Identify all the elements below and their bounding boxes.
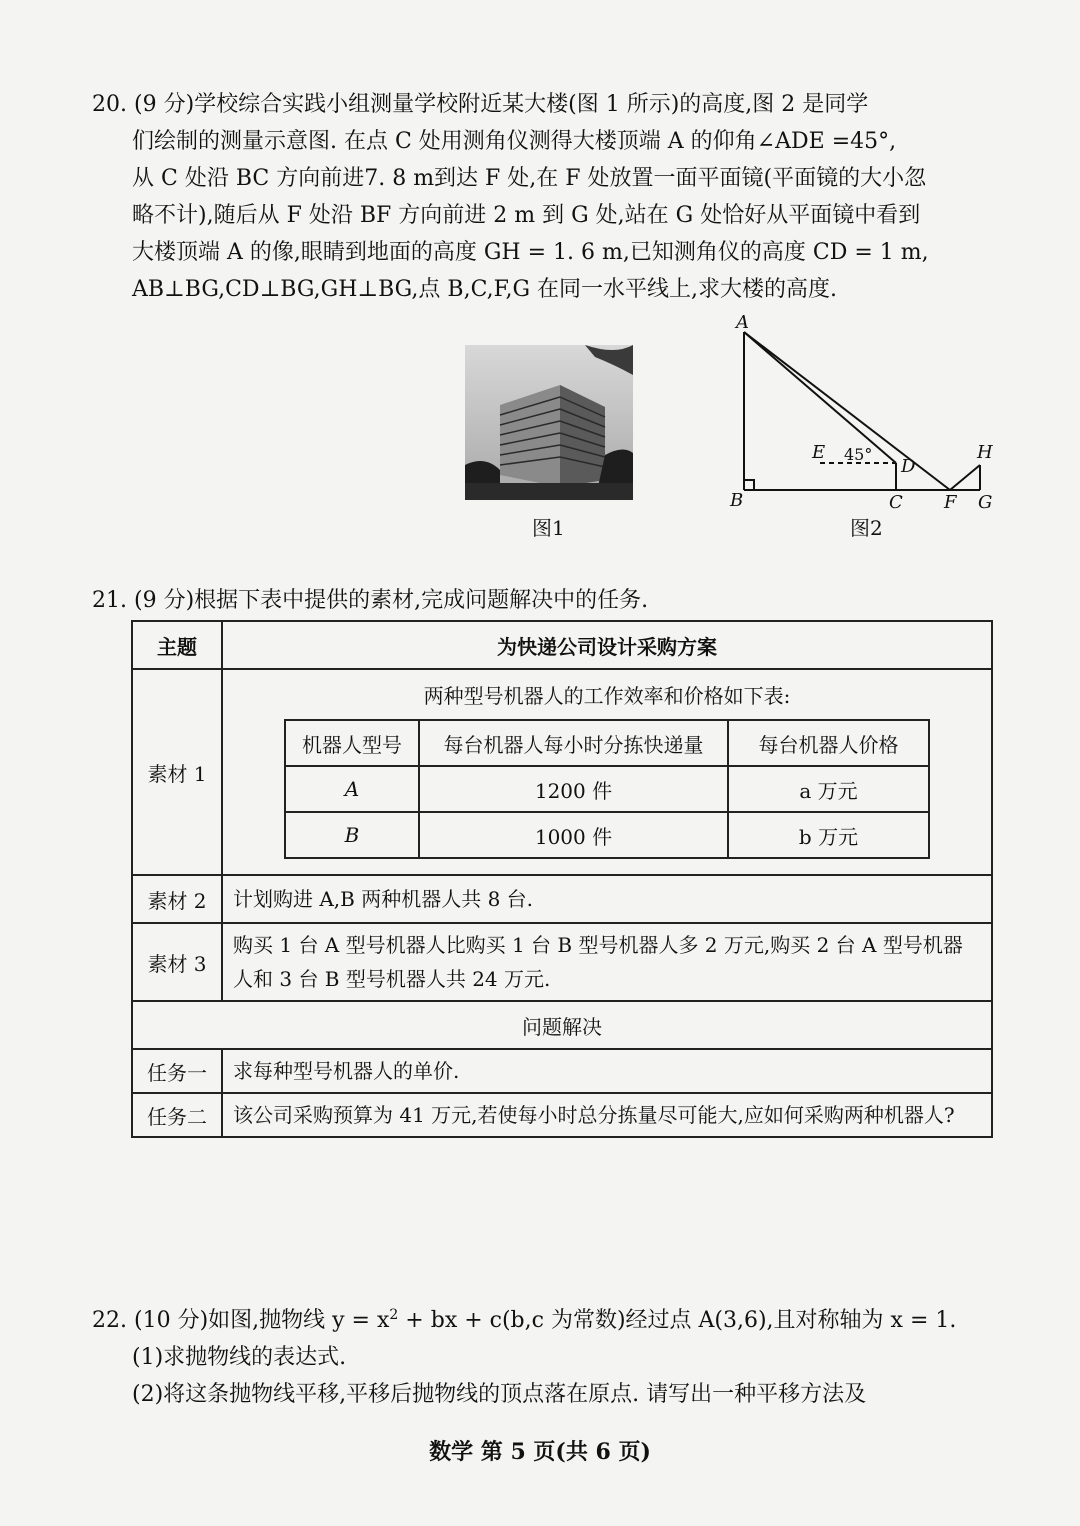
col-header-price: 每台机器人价格 — [728, 720, 929, 766]
building-photo — [465, 345, 633, 500]
task-2-text: 该公司采购预算为 41 万元,若使每小时总分拣量尽可能大,应如何采购两种机器人? — [222, 1093, 992, 1137]
cell-rate: 1000 件 — [419, 812, 728, 858]
table-row — [132, 923, 992, 1001]
q20-line6: AB⊥BG,CD⊥BG,GH⊥BG,点 B,C,F,G 在同一水平线上,求大楼的高度. — [132, 277, 838, 302]
material-3-label: 素材 3 — [132, 923, 222, 1001]
col-header-model: 机器人型号 — [285, 720, 419, 766]
figure-2-caption: 图2 — [850, 516, 883, 540]
theme-label: 主题 — [132, 621, 222, 669]
table-row — [132, 1049, 992, 1093]
q20-line3: 从 C 处沿 BC 方向前进7. 8 m到达 F 处,在 F 处放置一面平面镜(平面镜的大小忽 — [132, 166, 927, 191]
table-row — [285, 812, 929, 858]
task-1-text: 求每种型号机器人的单价. — [222, 1049, 992, 1093]
q20-text: (9 分)学校综合实践小组测量学校附近某大楼(图 1 所示)的高度,图 2 是同学 — [127, 92, 869, 117]
material-1-label: 素材 1 — [132, 669, 222, 875]
question-number: 20. — [92, 92, 127, 117]
material-1-content — [222, 669, 992, 875]
q20-line4: 略不计),随后从 F 处沿 BF 方向前进 2 m 到 G 处,站在 G 处恰好从平面镜中看到 — [132, 203, 921, 228]
problem-solving-header: 问题解决 — [132, 1001, 992, 1049]
task-1-label: 任务一 — [132, 1049, 222, 1093]
cell-price: b 万元 — [728, 812, 929, 858]
q20-line5: 大楼顶端 A 的像,眼睛到地面的高度 GH = 1. 6 m,已知测角仪的高度 CD = 1 m, — [132, 240, 929, 265]
task-2-label: 任务二 — [132, 1093, 222, 1137]
table-header-row — [285, 720, 929, 766]
cell-model: A — [285, 766, 419, 812]
q22-part-2: (2)将这条抛物线平移,平移后抛物线的顶点落在原点. 请写出一种平移方法及 — [132, 1382, 867, 1407]
material-1-caption: 两种型号机器人的工作效率和价格如下表: — [423, 684, 791, 708]
question-21 — [92, 582, 997, 619]
label-E: E — [812, 442, 826, 463]
cell-price: a 万元 — [728, 766, 929, 812]
table-row — [132, 1093, 992, 1137]
q22-part-1: (1)求抛物线的表达式. — [132, 1345, 347, 1370]
question-22 — [92, 1302, 997, 1413]
cell-model: B — [285, 812, 419, 858]
table-row — [132, 669, 992, 875]
cell-rate: 1200 件 — [419, 766, 728, 812]
col-header-rate: 每台机器人每小时分拣快递量 — [419, 720, 728, 766]
label-C: C — [889, 492, 903, 513]
figure-1-caption: 图1 — [532, 516, 565, 540]
angle-label: 45° — [844, 445, 873, 464]
q20-line1 — [92, 92, 868, 117]
label-B: B — [730, 490, 744, 511]
material-2-text: 计划购进 A,B 两种机器人共 8 台. — [222, 875, 992, 923]
measurement-diagram — [720, 310, 1010, 515]
q21-text: (9 分)根据下表中提供的素材,完成问题解决中的任务. — [127, 588, 649, 613]
label-F: F — [944, 492, 957, 513]
label-G: G — [978, 492, 993, 513]
robot-spec-table — [284, 719, 930, 859]
label-A: A — [736, 312, 749, 333]
q20-line2: 们绘制的测量示意图. 在点 C 处用测角仪测得大楼顶端 A 的仰角∠ADE =45°, — [132, 129, 897, 154]
question-number: 22. — [92, 1308, 127, 1333]
table-row — [132, 1001, 992, 1049]
material-2-label: 素材 2 — [132, 875, 222, 923]
label-D: D — [901, 456, 916, 477]
question-20 — [92, 86, 997, 308]
table-row — [132, 875, 992, 923]
theme-value: 为快递公司设计采购方案 — [222, 621, 992, 669]
table-row — [132, 621, 992, 669]
procurement-table — [131, 620, 993, 1138]
page-footer: 数学 第 5 页(共 6 页) — [429, 1439, 651, 1465]
material-3-text: 购买 1 台 A 型号机器人比购买 1 台 B 型号机器人多 2 万元,购买 2 台 A 型号机器人和 3 台 B 型号机器人共 24 万元. — [222, 923, 992, 1001]
question-number: 21. — [92, 588, 127, 613]
label-H: H — [977, 442, 993, 463]
q22-line1: 22. (10 分)如图,抛物线 $y = x^2$ + bx + c(b,c 为常数)经过点 A(3,6),且对称轴为 x = 1. — [92, 1307, 957, 1333]
table-row — [285, 766, 929, 812]
